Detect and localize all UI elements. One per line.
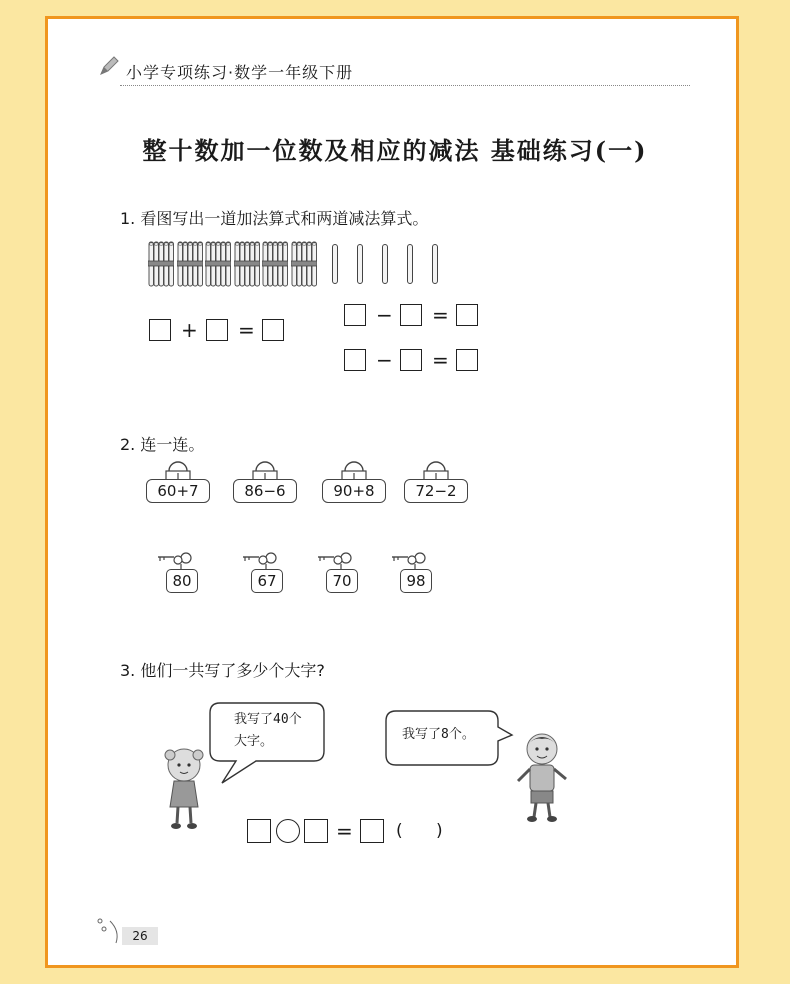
lock-expression: 86−6 [233, 479, 297, 503]
lock-item-2[interactable] [233, 461, 297, 505]
equals-sign: = [336, 819, 353, 843]
subtraction-1-box-3[interactable] [456, 304, 478, 326]
header-divider [120, 85, 690, 86]
key-number: 67 [251, 569, 283, 593]
single-stick [332, 244, 338, 284]
key-icon [241, 549, 289, 571]
girl-illustration [160, 741, 210, 833]
girl-speech-line-1: 我写了40个 [234, 712, 302, 727]
lock-item-4[interactable] [404, 461, 468, 505]
subtraction-1-box-1[interactable] [344, 304, 366, 326]
total-box-1[interactable] [247, 819, 271, 843]
stick-bundle [291, 241, 317, 287]
page-number: 26 [122, 927, 158, 945]
question-3-prompt: 3. 他们一共写了多少个大字? [120, 661, 325, 680]
page-title: 整十数加一位数及相应的减法 基础练习(一) [142, 136, 648, 165]
worksheet-page [45, 16, 739, 968]
key-item-2[interactable] [241, 549, 289, 595]
single-stick [407, 244, 413, 284]
key-item-1[interactable] [156, 549, 204, 595]
key-icon [156, 549, 204, 571]
boy-illustration [512, 729, 572, 825]
equals-sign: = [432, 303, 449, 327]
addition-answer-box-2[interactable] [206, 319, 228, 341]
single-stick [432, 244, 438, 284]
stick-bundle [234, 241, 260, 287]
header-title: 小学专项练习·数学一年级下册 [126, 63, 354, 82]
lock-expression: 72−2 [404, 479, 468, 503]
key-icon [316, 549, 364, 571]
key-item-4[interactable] [390, 549, 438, 595]
minus-sign: − [376, 303, 393, 327]
subtraction-2-box-3[interactable] [456, 349, 478, 371]
subtraction-2-box-2[interactable] [400, 349, 422, 371]
question-1-prompt: 1. 看图写出一道加法算式和两道减法算式。 [120, 209, 429, 228]
subtraction-1-box-2[interactable] [400, 304, 422, 326]
single-stick [382, 244, 388, 284]
plus-sign: + [181, 318, 198, 342]
minus-sign: − [376, 348, 393, 372]
key-icon [390, 549, 438, 571]
lock-expression: 90+8 [322, 479, 386, 503]
unit-paren-open: ( [396, 821, 403, 841]
girl-speech-line-2: 大字。 [234, 734, 274, 749]
pencil-icon [98, 55, 120, 77]
boy-speech-text: 我写了8个。 [402, 727, 475, 742]
equals-sign: = [238, 318, 255, 342]
addition-answer-box-1[interactable] [149, 319, 171, 341]
lock-expression: 60+7 [146, 479, 210, 503]
unit-paren-close: ) [436, 821, 443, 841]
stick-bundle [262, 241, 288, 287]
stick-bundle [177, 241, 203, 287]
lock-item-3[interactable] [322, 461, 386, 505]
addition-answer-box-3[interactable] [262, 319, 284, 341]
total-box-2[interactable] [304, 819, 328, 843]
stick-bundle [148, 241, 174, 287]
single-stick [357, 244, 363, 284]
key-item-3[interactable] [316, 549, 364, 595]
key-number: 80 [166, 569, 198, 593]
key-number: 98 [400, 569, 432, 593]
operator-circle[interactable] [276, 819, 300, 843]
stick-bundle [205, 241, 231, 287]
lock-item-1[interactable] [146, 461, 210, 505]
decorative-swirl-icon [96, 917, 122, 945]
key-number: 70 [326, 569, 358, 593]
question-2-prompt: 2. 连一连。 [120, 435, 205, 454]
equals-sign: = [432, 348, 449, 372]
total-box-3[interactable] [360, 819, 384, 843]
subtraction-2-box-1[interactable] [344, 349, 366, 371]
